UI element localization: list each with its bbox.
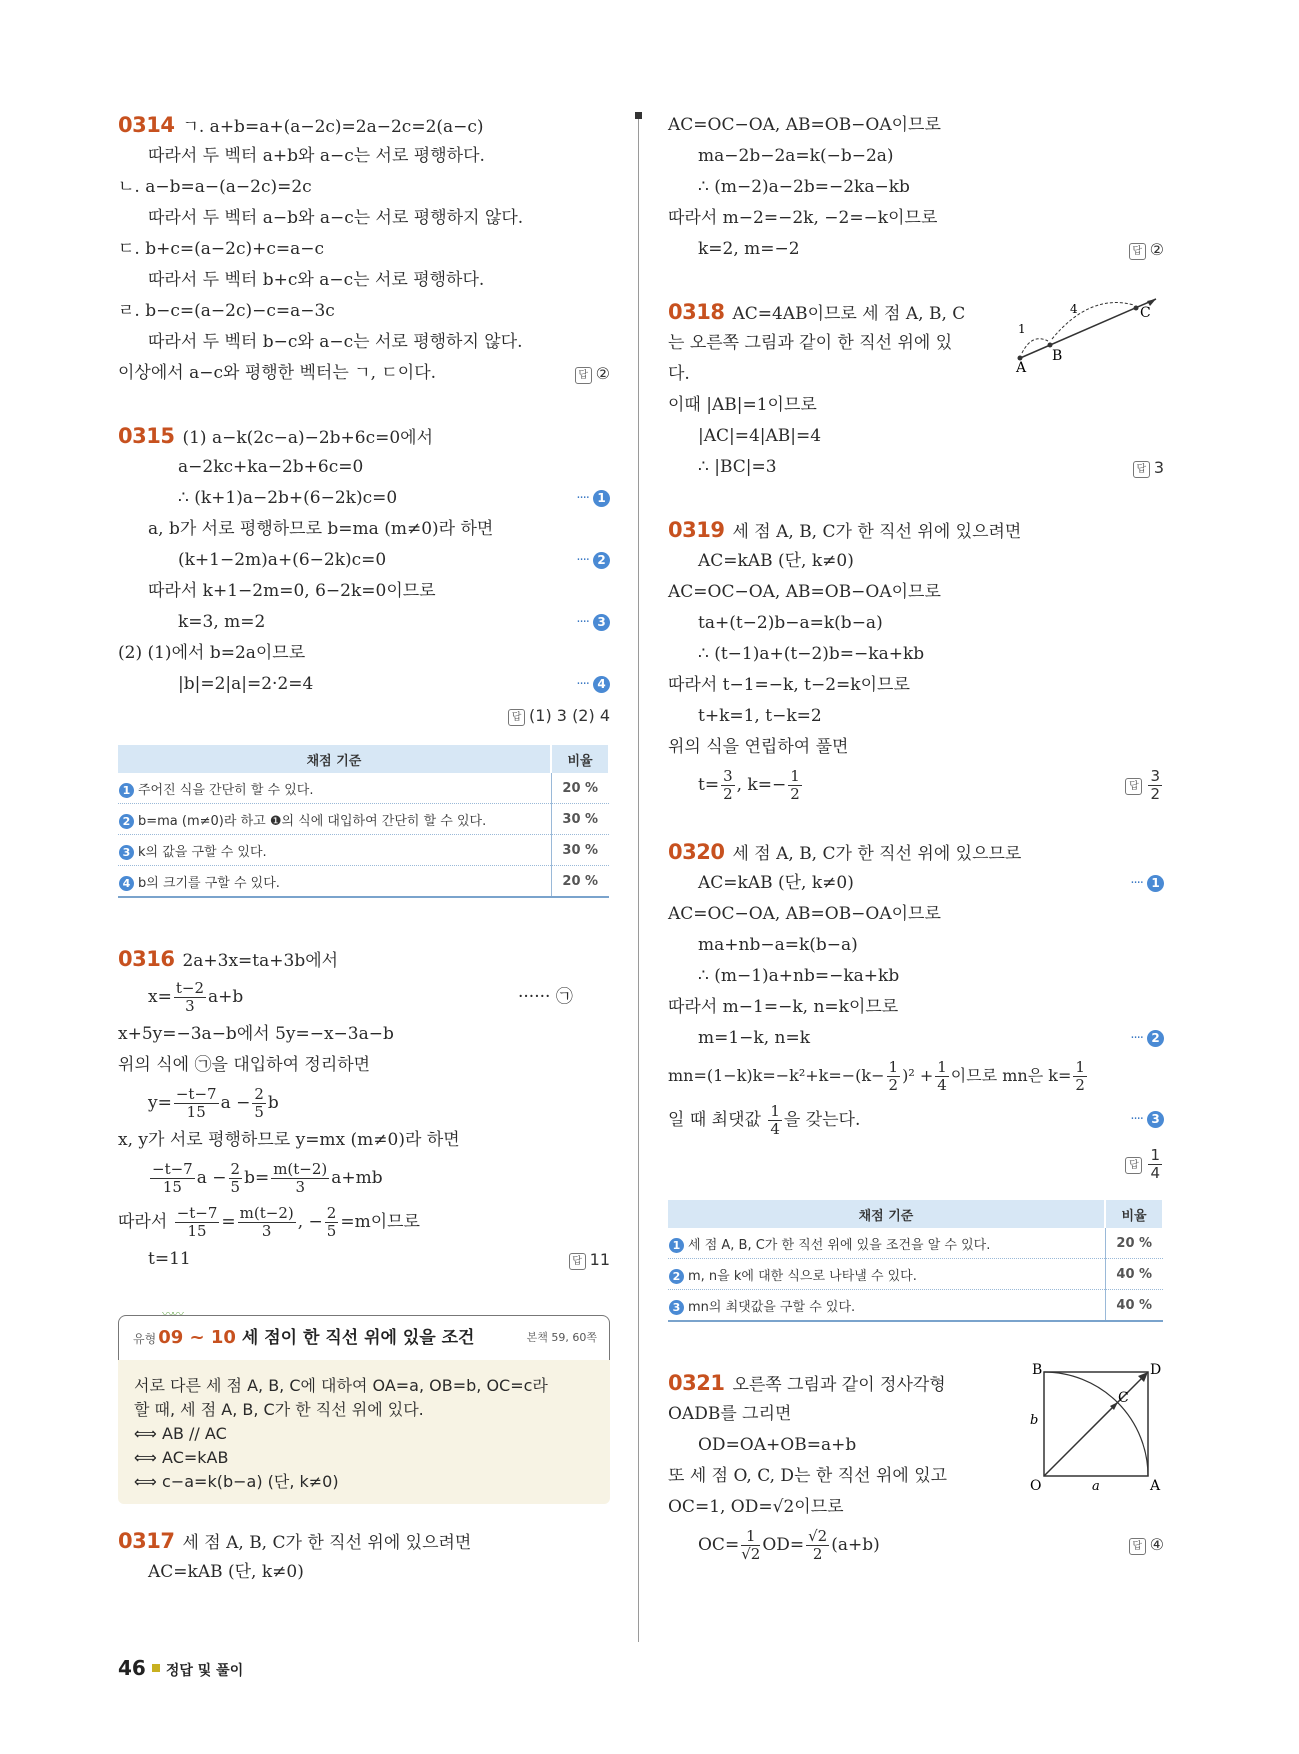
solution-line: OADB를 그리면 [668, 1404, 792, 1424]
table-row: 1 주어진 식을 간단히 할 수 있다. 20 % [118, 773, 609, 804]
label-O: O [1030, 1478, 1042, 1492]
answer-mark: 답 11 [569, 1244, 610, 1275]
answer-mark: 답 3 [1133, 452, 1164, 483]
concept-box [118, 1307, 610, 1504]
concept-title: 세 점이 한 직선 위에 있을 조건 [241, 1328, 475, 1348]
solution-line: AC=4AB이므로 세 점 A, B, C [732, 304, 966, 324]
solution-line: |b|=2|a|=2·2=4 [178, 674, 314, 694]
solution-line: k=2, m=−2 [698, 239, 800, 259]
solution-line: ta+(t−2)b−a=k(b−a) [698, 613, 883, 633]
label-B: B [1032, 1362, 1043, 1378]
solution-line: 따라서 t−1=−k, t−2=k이므로 [668, 675, 910, 695]
table-row: 1 세 점 A, B, C가 한 직선 위에 있을 조건을 알 수 있다. 20 % [668, 1228, 1163, 1259]
problem-number: 0316 [118, 947, 175, 971]
table-row: 2 m, n을 k에 대한 식으로 나타낼 수 있다. 40 % [668, 1259, 1163, 1290]
solution-line: ∴ (m−1)a+nb=−ka+kb [698, 966, 900, 986]
problem-number: 0320 [668, 840, 725, 864]
solution-line: a−2kc+ka−2b+6c=0 [178, 457, 364, 477]
label-A: A [1016, 360, 1027, 373]
solution-line: ∴ (k+1)a−2b+(6−2k)c=0 [178, 488, 398, 508]
scoring-table-0315 [118, 745, 610, 898]
solution-line: |AC|=4|AB|=4 [698, 426, 822, 446]
left-column [118, 110, 610, 1588]
solution-line: x= $\frac{t-2}{3}$ a+b ······ ㉠ [118, 975, 610, 1019]
table-header: 채점 기준 [668, 1200, 1105, 1228]
label-vector-b: b [1030, 1413, 1039, 1428]
answer-mark: 답 ④ [1129, 1523, 1164, 1567]
step-marker-4: ···· 4 [576, 669, 610, 700]
solution-line: AC=kAB (단, k≠0) [698, 873, 854, 893]
solution-line: OC=1, OD=√2이므로 [668, 1497, 844, 1517]
table-row: 3 mn의 최댓값을 구할 수 있다. 40 % [668, 1290, 1163, 1322]
solution-line: ∴ (m−2)a−2b=−2ka−kb [698, 177, 910, 197]
label-C: C [1118, 1390, 1129, 1406]
answer-mark: 답 ② [575, 358, 610, 389]
solution-line: $\frac{-t-7}{15}$ a − $\frac{2}{5}$ b= $\frac{m(t-2)}{3}$ a+mb [152, 1160, 383, 1196]
solution-line: 2a+3x=ta+3b에서 [182, 951, 339, 971]
solution-line: AC=OC−OA, AB=OB−OA이므로 [668, 115, 941, 135]
label-B: B [1052, 348, 1063, 364]
solution-line: 따라서 두 벡터 b+c와 a−c는 서로 평행하다. [148, 270, 485, 290]
step-marker-1: ···· 1 [576, 483, 610, 514]
solution-line: 따라서 k+1−2m=0, 6−2k=0이므로 [148, 581, 436, 601]
label-A: A [1150, 1478, 1161, 1492]
solution-line: 따라서 m−1=−k, n=k이므로 [668, 997, 899, 1017]
label-vector-a: a [1092, 1479, 1100, 1492]
solution-line: AC=OC−OA, AB=OB−OA이므로 [668, 904, 941, 924]
solution-line: OC= $\frac{1}{√2}$ OD= $\frac{√2}{2}$ (a+b) 답 ④ [668, 1523, 1164, 1567]
equation-tag: ······ ㉠ [518, 987, 573, 1007]
solution-line: ㄷ. b+c=(a−2c)+c=a−c [118, 239, 325, 259]
solution-line: 세 점 A, B, C가 한 직선 위에 있으려면 [182, 1533, 472, 1553]
table-row: 4 b의 크기를 구할 수 있다. 20 % [118, 866, 609, 898]
solution-line: 세 점 A, B, C가 한 직선 위에 있으므로 [732, 844, 1022, 864]
problem-number: 0319 [668, 518, 725, 542]
solution-line: ㄱ. a+b=a+(a−2c)=2a−2c=2(a−c) [182, 117, 484, 137]
step-marker-1: ···· 1 [1130, 868, 1164, 899]
label-length-4: 4 [1070, 302, 1078, 316]
collinear-points-figure [1010, 293, 1160, 373]
solution-line: m=1−k, n=k [698, 1028, 811, 1048]
solution-line: 세 점 A, B, C가 한 직선 위에 있으려면 [732, 522, 1022, 542]
solution-line: (k+1−2m)a+(6−2k)c=0 [178, 550, 387, 570]
problem-0319 [668, 515, 1164, 807]
solution-line: 따라서 두 벡터 a+b와 a−c는 서로 평행하다. [148, 146, 485, 166]
step-marker-3: ···· 3 [576, 607, 610, 638]
solution-line: (2) (1)에서 b=2a이므로 [118, 643, 306, 663]
table-header: 비율 [551, 745, 609, 773]
answer-mark: 답 $\frac{3}{2}$ [1125, 763, 1164, 807]
problem-0317 [118, 1526, 610, 1588]
right-column [668, 110, 1164, 1567]
problem-number: 0318 [668, 300, 725, 324]
answer-mark: 답 ② [1129, 234, 1164, 265]
problem-number: 0317 [118, 1529, 175, 1553]
solution-line: ∴ (t−1)a+(t−2)b=−ka+kb [698, 644, 925, 664]
table-header: 비율 [1105, 1200, 1163, 1228]
solution-line: (1) a−k(2c−a)−2b+6c=0에서 [182, 428, 434, 448]
solution-line: 따라서 두 벡터 b−c와 a−c는 서로 평행하지 않다. [148, 332, 523, 352]
solution-line: y= $\frac{-t-7}{15}$ a − $\frac{2}{5}$ b [148, 1085, 279, 1121]
problem-0318 [668, 297, 1164, 483]
label-C: C [1140, 305, 1151, 321]
solution-line: AC=kAB (단, k≠0) [698, 551, 854, 571]
solution-line: 이상에서 a−c와 평행한 벡터는 ㄱ, ㄷ이다. [118, 363, 437, 383]
problem-0314 [118, 110, 610, 389]
solution-line: t= $\frac{3}{2}$ , k=− $\frac{1}{2}$ 답 $\frac{3}{2}$ [668, 763, 1164, 807]
problem-0317-cont [668, 110, 1164, 265]
concept-box-body: 서로 다른 세 점 A, B, C에 대하여 OA=a, OB=b, OC=c라 할 때, 세 점 A, B, C가 한 직선 위에 있다. ⟺ AB // AC ⟺ AC=kAB ⟺ c−a=k(b−a) (단, k≠0) [118, 1360, 610, 1504]
solution-line: x, y가 서로 평행하므로 y=mx (m≠0)라 하면 [118, 1130, 460, 1150]
solution-line: 다. [668, 364, 690, 384]
solution-line: 이때 |AB|=1이므로 [668, 395, 817, 415]
solution-line: t+k=1, t−k=2 [698, 706, 822, 726]
wave-decoration: 〰〰 [162, 1307, 183, 1321]
page-number: 46 [118, 1656, 146, 1680]
solution-line: a, b가 서로 평행하므로 b=ma (m≠0)라 하면 [148, 519, 494, 539]
solution-line: 따라서 m−2=−2k, −2=−k이므로 [668, 208, 938, 228]
solution-line: 따라서 $\frac{-t-7}{15}$ = $\frac{m(t-2)}{3}$ , − $\frac{2}{5}$ =m이므로 [118, 1204, 420, 1240]
solution-line: ㄴ. a−b=a−(a−2c)=2c [118, 177, 312, 197]
problem-0321 [668, 1362, 1164, 1567]
label-D: D [1150, 1362, 1162, 1378]
solution-line: 일 때 최댓값 $\frac{1}{4}$ 을 갖는다. ···· 3 [668, 1098, 1164, 1142]
table-header: 채점 기준 [118, 745, 551, 773]
solution-line: OD=OA+OB=a+b [698, 1435, 857, 1455]
step-marker-2: ···· 2 [576, 545, 610, 576]
solution-line: ∴ |BC|=3 [698, 457, 777, 477]
answer-mark: 답 $\frac{1}{4}$ [1125, 1142, 1164, 1186]
solution-line: 위의 식에 ㉠을 대입하여 정리하면 [118, 1055, 371, 1075]
problem-0320 [668, 837, 1164, 1322]
table-row: 3 k의 값을 구할 수 있다. 30 % [118, 835, 609, 866]
square-oadb-figure [1030, 1362, 1164, 1492]
problem-number: 0321 [668, 1371, 725, 1395]
concept-box-header: 유형 09 ~ 10 세 점이 한 직선 위에 있을 조건 본책 59, 60쪽 [118, 1315, 610, 1360]
table-row: 2 b=ma (m≠0)라 하고 ❶의 식에 대입하여 간단히 할 수 있다. 30 % [118, 804, 609, 835]
footer-title: 정답 및 풀이 [165, 1663, 244, 1679]
divider-marker [635, 112, 642, 119]
scoring-table-0320 [668, 1200, 1164, 1322]
solution-line: AC=OC−OA, AB=OB−OA이므로 [668, 582, 941, 602]
solution-line: mn=(1−k)k=−k²+k=−(k− $\frac{1}{2}$ )² + $\frac{1}{4}$ 이므로 mn은 k= $\frac{1}{2}$ [668, 1058, 1085, 1094]
problem-0316 [118, 944, 610, 1275]
solution-line: ㄹ. b−c=(a−2c)−c=a−3c [118, 301, 335, 321]
solution-line: 위의 식을 연립하여 풀면 [668, 737, 849, 757]
problem-number: 0315 [118, 424, 175, 448]
column-divider [638, 112, 639, 1642]
solution-line: t=11 [148, 1249, 191, 1269]
solution-line: 또 세 점 O, C, D는 한 직선 위에 있고 [668, 1466, 948, 1486]
textbook-ref: 본책 59, 60쪽 [526, 1331, 597, 1344]
page-footer [118, 1656, 243, 1680]
solution-line: 오른쪽 그림과 같이 정사각형 [732, 1375, 946, 1395]
solution-line: 따라서 두 벡터 a−b와 a−c는 서로 평행하지 않다. [148, 208, 524, 228]
solution-line: AC=kAB (단, k≠0) [148, 1562, 304, 1582]
problem-0315 [118, 421, 610, 898]
solution-line: ma−2b−2a=k(−b−2a) [698, 146, 894, 166]
solution-line: 는 오른쪽 그림과 같이 한 직선 위에 있 [668, 333, 953, 353]
solution-line: ma+nb−a=k(b−a) [698, 935, 858, 955]
answer-mark: 답 (1) 3 (2) 4 [508, 700, 610, 731]
step-marker-2: ···· 2 [1130, 1023, 1164, 1054]
label-length-1: 1 [1018, 322, 1026, 336]
solution-line: k=3, m=2 [178, 612, 266, 632]
solution-line: x+5y=−3a−b에서 5y=−x−3a−b [118, 1024, 394, 1044]
step-marker-3: ···· 3 [1130, 1098, 1164, 1142]
problem-number: 0314 [118, 113, 175, 137]
